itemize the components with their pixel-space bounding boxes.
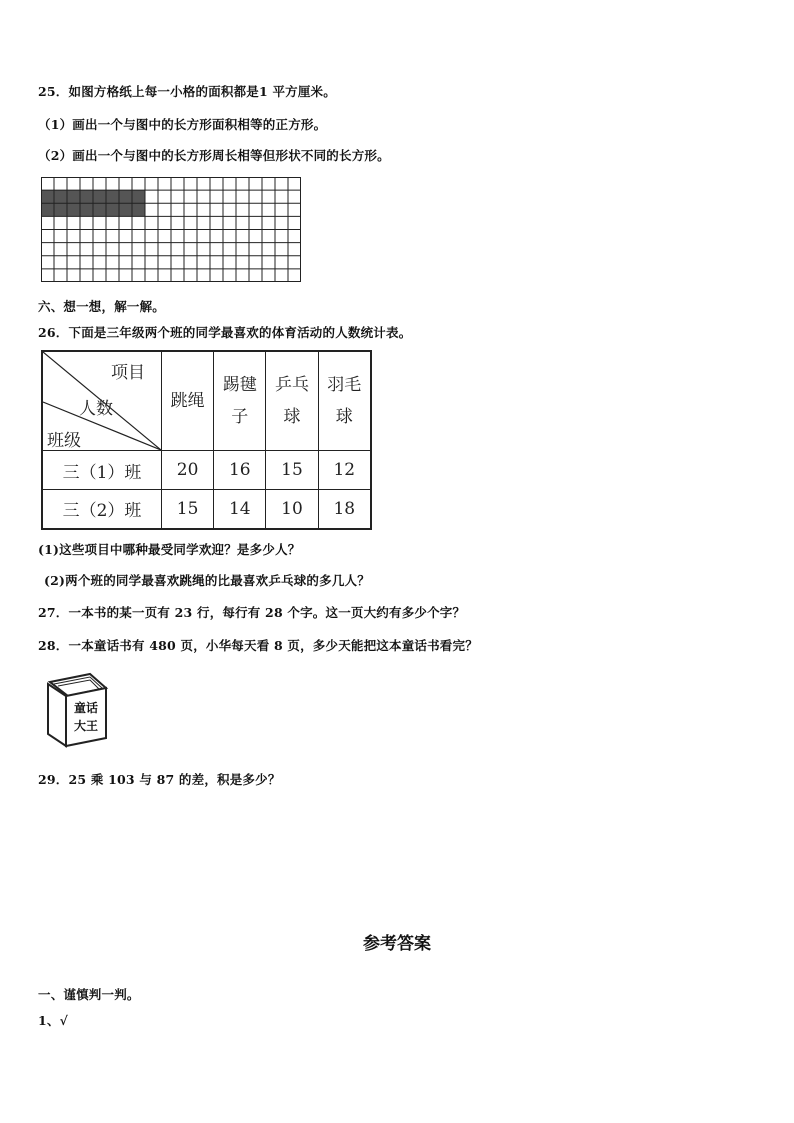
row-label: 三（2）班 — [42, 490, 162, 529]
q25-stem: 25．如图方格纸上每一小格的面积都是1 平方厘米。 — [38, 84, 336, 99]
cell: 14 — [214, 490, 266, 529]
answers-section1: 一、谨慎判一判。 — [38, 987, 140, 1002]
q25-part1: （1）画出一个与图中的长方形面积相等的正方形。 — [38, 117, 327, 132]
header-badminton: 羽毛 球 — [318, 351, 371, 451]
sports-stats-table — [41, 350, 372, 530]
q26-stem: 26．下面是三年级两个班的同学最喜欢的体育活动的人数统计表。 — [38, 325, 412, 340]
cell: 16 — [214, 451, 266, 490]
row-label: 三（1）班 — [42, 451, 162, 490]
book-title-line2: 大王 — [73, 719, 99, 733]
header-rope: 跳绳 — [162, 351, 214, 451]
corner-class-label: 班级 — [47, 431, 81, 451]
cell: 20 — [162, 451, 214, 490]
q26-sub2: (2)两个班的同学最喜欢跳绳的比最喜欢乒乓球的多几人？ — [44, 573, 370, 588]
q28-text: 28．一本童话书有 480 页，小华每天看 8 页，多少天能把这本童话书看完？ — [38, 638, 478, 653]
cell: 18 — [318, 490, 371, 529]
cell: 10 — [266, 490, 318, 529]
q27-text: 27．一本书的某一页有 23 行，每行有 28 个字。这一页大约有多少个字？ — [38, 605, 466, 620]
q25-part2: （2）画出一个与图中的长方形周长相等但形状不同的长方形。 — [38, 148, 390, 163]
cell: 15 — [162, 490, 214, 529]
q26-sub1: (1)这些项目中哪种最受同学欢迎？是多少人？ — [38, 542, 301, 557]
answer-1: 1、√ — [38, 1013, 69, 1028]
fairy-tale-book-illustration — [44, 672, 110, 748]
table-row — [42, 451, 371, 490]
section6-heading: 六、想一想，解一解。 — [38, 299, 166, 314]
q29-text: 29．25 乘 103 与 87 的差，积是多少？ — [38, 772, 281, 787]
cell: 15 — [266, 451, 318, 490]
table-row — [42, 490, 371, 529]
table-corner-header — [42, 351, 162, 451]
corner-item-label: 项目 — [111, 363, 145, 383]
header-pingpong: 乒乓 球 — [266, 351, 318, 451]
grid-paper — [41, 177, 301, 282]
header-shuttlecock: 踢毽 子 — [214, 351, 266, 451]
answers-title: 参考答案 — [363, 934, 431, 954]
book-title-line1: 童话 — [73, 701, 99, 715]
cell: 12 — [318, 451, 371, 490]
corner-people-label: 人数 — [79, 399, 113, 419]
